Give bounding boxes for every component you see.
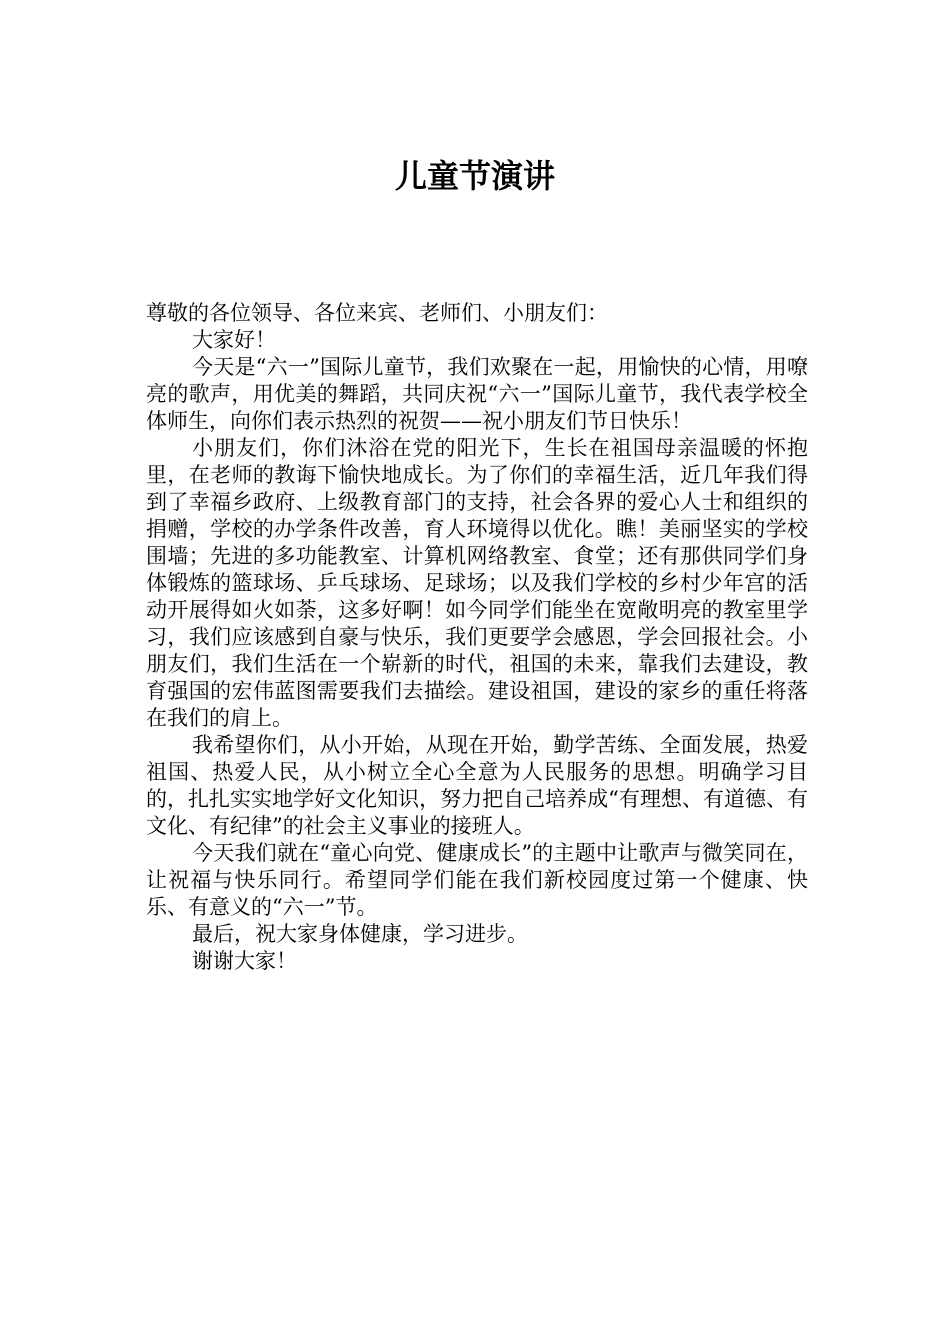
paragraph-school-progress: 小朋友们，你们沐浴在党的阳光下，生长在祖国母亲温暖的怀抱里，在老师的教诲下愉快地成长。为了你们的幸福生活，近几年我们得到了幸福乡政府、上级教育部门的支持，社会各界的爱心人士和组织的捐赠，学校的办学条件改善，育人环境得以优化。瞧！美丽坚实的学校围墙；先进的多功能教室、计算机网络教室、食堂；还有那供同学们身体锻炼的篮球场、乒乓球场、足球场；以及我们学校的乡村少年宫的活动开展得如火如荼，这多好啊！如今同学们能坐在宽敞明亮的教室里学习，我们应该感到自豪与快乐，我们更要学会感恩，学会回报社会。小朋友们，我们生活在一个崭新的时代，祖国的未来，靠我们去建设，教育强国的宏伟蓝图需要我们去描绘。建设祖国，建设的家乡的重任将落在我们的肩上。	[146, 436, 808, 730]
salutation: 尊敬的各位领导、各位来宾、老师们、小朋友们：	[146, 301, 608, 325]
speech-body	[146, 300, 808, 975]
paragraph-hopes: 我希望你们，从小开始，从现在开始，勤学苦练、全面发展，热爱祖国、热爱人民，从小树立全心全意为人民服务的思想。明确学习目的，扎扎实实地学好文化知识，努力把自己培养成“有理想、有道德、有文化、有纪律”的社会主义事业的接班人。	[146, 733, 808, 838]
paragraph-closing-wish: 最后，祝大家身体健康，学习进步。	[192, 922, 528, 946]
paragraph-greeting: 大家好！	[192, 328, 276, 352]
document-title: 儿童节演讲	[394, 157, 555, 195]
paragraph-theme: 今天我们就在“童心向党、健康成长”的主题中让歌声与微笑同在，让祝福与快乐同行。希望同学们能在我们新校园度过第一个健康、快乐、有意义的“六一”节。	[146, 841, 808, 919]
paragraph-thanks: 谢谢大家！	[192, 949, 297, 973]
paragraph-celebration: 今天是“六一”国际儿童节，我们欢聚在一起，用愉快的心情，用嘹亮的歌声，用优美的舞蹈，共同庆祝“六一”国际儿童节，我代表学校全体师生，向你们表示热烈的祝贺——祝小朋友们节日快乐！	[146, 355, 808, 433]
